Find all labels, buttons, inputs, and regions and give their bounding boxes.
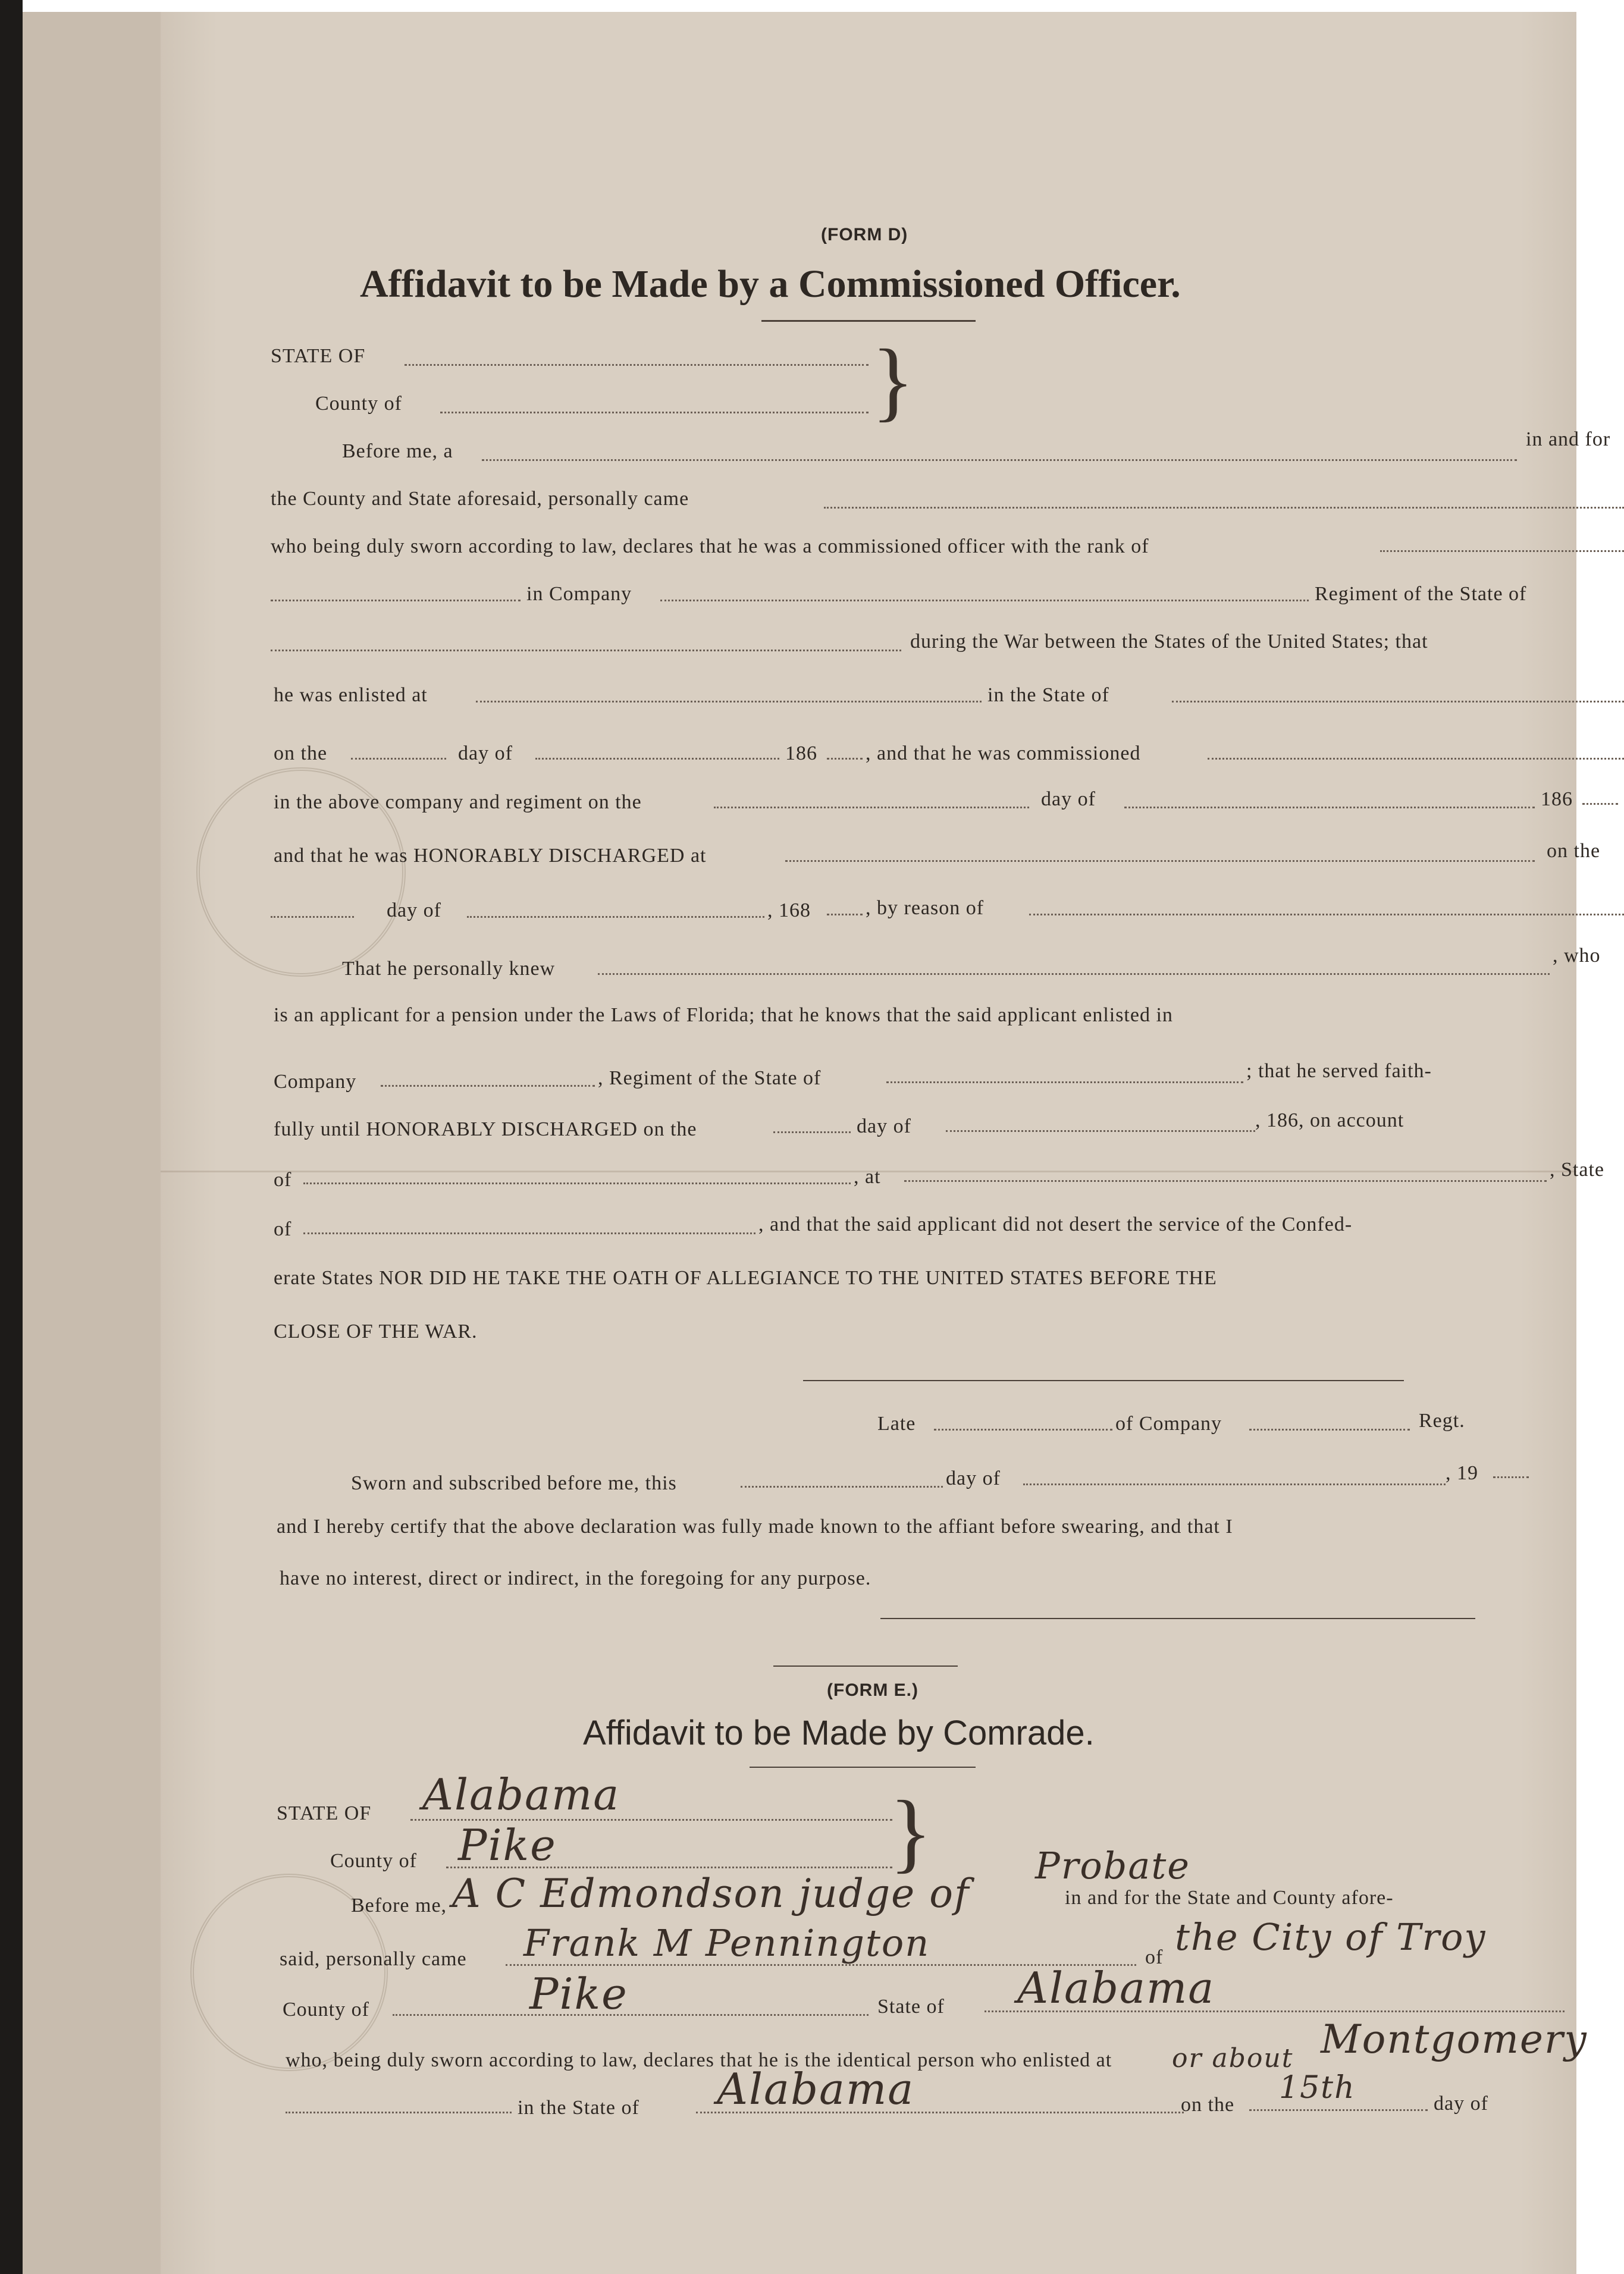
e-county-of-label-2: County of <box>283 1999 369 2021</box>
commissioned-label: , and that he was commissioned <box>866 742 1141 764</box>
state-line <box>271 650 901 651</box>
hw-enlisted-at: Montgomery <box>1321 2016 1588 2062</box>
personally-came-line <box>824 507 1624 509</box>
enlisted-at-line <box>476 701 982 702</box>
day-of-line <box>535 758 779 760</box>
e-enlist-line <box>286 2112 512 2113</box>
of-line-2 <box>303 1232 755 1234</box>
fully-until-label: fully until HONORABLY DISCHARGED on the <box>274 1118 697 1140</box>
county-of-line <box>440 412 869 413</box>
sworn-subscribed-label: Sworn and subscribed before me, this <box>351 1472 677 1494</box>
e-on-the-line <box>1249 2109 1428 2111</box>
day-of-line-2 <box>1124 807 1535 808</box>
hw-probate: Probate <box>1035 1844 1190 1887</box>
above-company-label: in the above company and regiment on the <box>274 791 642 813</box>
year-19-label: , 19 <box>1446 1462 1478 1484</box>
enlisted-state-line <box>1172 701 1624 702</box>
year-186-label-2: 186 <box>1541 788 1573 810</box>
form-e-title: Affidavit to be Made by Comrade. <box>583 1714 1095 1752</box>
before-me-line <box>482 459 1517 461</box>
e-day-of-label: day of <box>1434 2093 1488 2115</box>
e-state-of-label-2: State of <box>877 1996 945 2018</box>
rank-line <box>1380 550 1624 552</box>
at-label: , at <box>854 1166 881 1188</box>
during-war-label: during the War between the States of the United States; that <box>910 631 1428 653</box>
year-186-label: 186 <box>785 742 817 764</box>
sworn-month-line <box>1023 1483 1446 1485</box>
personally-knew-line <box>598 973 1550 975</box>
hw-or-about: or about <box>1172 2043 1294 2074</box>
rank-cont-line <box>271 600 521 601</box>
at-line <box>904 1180 1547 1182</box>
e-in-state-of-label: in the State of <box>518 2097 639 2119</box>
personally-knew-label: That he personally knew <box>342 958 556 980</box>
e-state-of-label: STATE OF <box>277 1802 372 1824</box>
on-account-label: , 186, on account <box>1255 1109 1404 1131</box>
form-e-title-underline <box>750 1767 976 1768</box>
form-e-tag: (FORM E.) <box>827 1680 918 1700</box>
hw-state: Alabama <box>422 1770 620 1820</box>
hw-state-2: Alabama <box>1017 1963 1215 2013</box>
day-of-line-4 <box>946 1130 1255 1132</box>
on-the-line <box>351 758 446 760</box>
served-faith-label: ; that he served faith- <box>1246 1060 1432 1082</box>
year-line-2 <box>1582 803 1618 805</box>
on-the-label: on the <box>274 742 328 764</box>
day-of-label-2: day of <box>1041 788 1096 810</box>
signature-line <box>803 1380 1404 1381</box>
late-line <box>934 1429 1112 1431</box>
state-label: , State <box>1550 1159 1604 1181</box>
document-page <box>161 12 1611 2274</box>
form-d-title: Affidavit to be Made by a Commissioned Officer. <box>360 262 1181 306</box>
e-on-the-label: on the <box>1181 2094 1235 2116</box>
hw-person: Frank M Pennington <box>523 1921 930 1965</box>
form-d-tag: (FORM D) <box>821 225 908 244</box>
day-of-label: day of <box>458 742 513 764</box>
oath-line: erate States NOR DID HE TAKE THE OATH OF ALLEGIANCE TO THE UNITED STATES BEFORE THE <box>274 1267 1217 1289</box>
year-line <box>827 758 863 760</box>
who-label: , who <box>1553 945 1601 967</box>
state-of-line <box>405 364 869 366</box>
backing-sheet <box>23 12 161 2274</box>
late-label: Late <box>877 1413 916 1435</box>
e-before-me-label: Before me, <box>351 1895 447 1917</box>
not-desert-label: , and that the said applicant did not desert the service of the Confed- <box>758 1213 1353 1235</box>
of-label: of <box>274 1169 292 1191</box>
hw-city: the City of Troy <box>1175 1915 1487 1959</box>
day-of-label-3: day of <box>387 899 441 921</box>
e-in-and-for-label: in and for the State and County afore- <box>1065 1887 1394 1909</box>
hw-day: 15th <box>1279 2070 1356 2106</box>
e-sworn-line: who, being duly sworn according to law, declares that he is the identical person who enlisted at <box>286 2049 1112 2071</box>
county-state-label: the County and State aforesaid, personally came <box>271 488 689 510</box>
regiment-state-label: Regiment of the State of <box>1315 583 1527 605</box>
on-the-label-2: on the <box>1547 840 1601 862</box>
e-said-came-label: said, personally came <box>280 1948 467 1970</box>
before-me-label: Before me, a <box>342 440 453 462</box>
above-company-line <box>714 807 1029 808</box>
officer-signature-line <box>880 1618 1475 1619</box>
hw-judge: A C Edmondson judge of <box>452 1871 970 1917</box>
year-line-3 <box>827 914 863 915</box>
company-label: Company <box>274 1071 357 1093</box>
discharged-at-line <box>785 860 1535 862</box>
of-label-2: of <box>274 1218 292 1240</box>
state-county-brace: } <box>871 331 914 430</box>
e-state-county-brace: } <box>889 1783 932 1881</box>
company-line <box>660 600 1309 601</box>
in-state-of-label: in the State of <box>987 684 1109 706</box>
year-19-line <box>1493 1476 1529 1478</box>
scanner-edge <box>0 0 23 2274</box>
close-war-line: CLOSE OF THE WAR. <box>274 1321 478 1343</box>
commissioned-line <box>1208 758 1624 760</box>
by-reason-label: , by reason of <box>866 897 985 919</box>
in-and-for-label: in and for <box>1526 428 1611 450</box>
applicant-line: is an applicant for a pension under the Laws of Florida; that he knows that the said applicant enlisted in <box>274 1004 1173 1026</box>
regiment-state-line <box>886 1081 1243 1083</box>
day-of-label-4: day of <box>857 1115 911 1137</box>
fully-until-line <box>773 1131 851 1133</box>
e-county-of-label: County of <box>330 1850 417 1872</box>
certify-line-1: and I hereby certify that the above declaration was fully made known to the affiant before swearing, and that I <box>277 1516 1233 1538</box>
company-line-2 <box>381 1085 595 1087</box>
title-underline <box>761 320 976 322</box>
enlisted-at-label: he was enlisted at <box>274 684 428 706</box>
year-168-label: , 168 <box>767 899 811 921</box>
regiment-of-state-label: , Regiment of the State of <box>598 1067 822 1089</box>
sworn-rank-label: who being duly sworn according to law, declares that he was a commissioned officer with the rank of <box>271 535 1149 557</box>
hw-county-2: Pike <box>529 1969 628 2019</box>
of-company-line <box>1249 1429 1410 1431</box>
of-company-label: of Company <box>1115 1413 1222 1435</box>
day-line-3 <box>271 916 354 918</box>
in-company-label: in Company <box>526 583 632 605</box>
by-reason-line <box>1029 914 1624 915</box>
day-of-line-3 <box>467 916 764 918</box>
on-account-line <box>303 1183 851 1184</box>
day-of-label-5: day of <box>946 1467 1001 1489</box>
certify-line-2: have no interest, direct or indirect, in the foregoing for any purpose. <box>280 1567 871 1589</box>
sworn-day-line <box>741 1486 943 1488</box>
e-county-of-line-2 <box>393 2014 869 2016</box>
state-of-label: STATE OF <box>271 345 366 367</box>
e-of-label: of <box>1145 1946 1164 1968</box>
county-of-label: County of <box>315 393 402 415</box>
hw-enlist-state: Alabama <box>717 2064 915 2114</box>
form-e-top-rule <box>773 1665 958 1667</box>
hw-county: Pike <box>458 1820 557 1870</box>
discharged-at-label: and that he was HONORABLY DISCHARGED at <box>274 845 707 867</box>
regt-label: Regt. <box>1419 1410 1465 1432</box>
